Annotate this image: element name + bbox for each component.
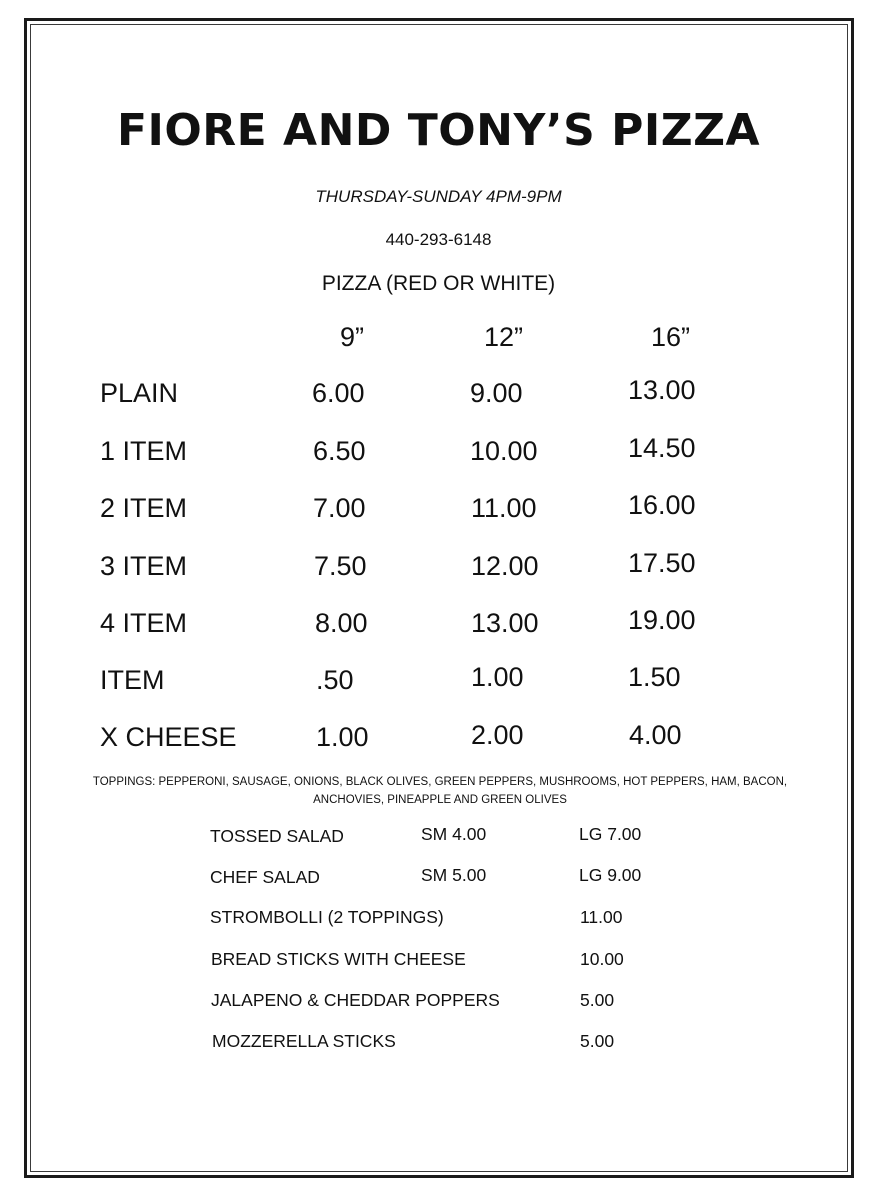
pizza-row-label: 4 ITEM	[100, 608, 188, 638]
side-item-price: 5.00	[580, 990, 615, 1010]
toppings-line: TOPPINGS: PEPPERONI, SAUSAGE, ONIONS, BLACK OLIVES, GREEN PEPPERS, MUSHROOMS, HOT PEPPERS, HAM, BACON,	[92, 776, 788, 788]
side-item-small-price: SM 4.00	[421, 824, 487, 844]
side-item-large-price: LG 9.00	[579, 865, 642, 885]
toppings-line: ANCHOVIES, PINEAPPLE AND GREEN OLIVES	[313, 794, 567, 806]
price-9: .50	[316, 665, 354, 695]
restaurant-title: FIORE AND TONY’S PIZZA	[116, 105, 761, 156]
price-12: 12.00	[471, 551, 539, 581]
side-item-bread-sticks	[0, 949, 877, 975]
pizza-row-3-item	[0, 548, 877, 591]
pizza-row-label: ITEM	[100, 665, 165, 695]
pizza-row-4-item	[0, 605, 877, 648]
side-item-poppers	[0, 990, 877, 1016]
price-9: 1.00	[316, 722, 369, 752]
pizza-row-label: 3 ITEM	[100, 551, 188, 581]
price-16: 13.00	[628, 375, 696, 405]
side-item-name: STROMBOLLI (2 TOPPINGS)	[210, 907, 444, 927]
price-9: 7.50	[314, 551, 367, 581]
phone-number: 440-293-6148	[385, 230, 492, 249]
side-item-strombolli	[0, 907, 877, 933]
pizza-row-label: PLAIN	[100, 378, 179, 408]
side-item-name: MOZZERELLA STICKS	[212, 1031, 396, 1051]
pizza-row-1-item	[0, 433, 877, 476]
price-12: 10.00	[470, 436, 538, 466]
price-16: 17.50	[628, 548, 696, 578]
size-header-16: 16”	[651, 322, 691, 352]
price-16: 16.00	[628, 490, 696, 520]
side-item-price: 10.00	[580, 949, 624, 969]
price-16: 14.50	[628, 433, 696, 463]
side-item-name: CHEF SALAD	[210, 867, 320, 887]
pizza-row-2-item	[0, 490, 877, 533]
toppings-list	[90, 773, 790, 809]
price-12: 13.00	[471, 608, 539, 638]
side-item-name: TOSSED SALAD	[210, 826, 344, 846]
pizza-row-label: X CHEESE	[100, 722, 237, 752]
side-item-large-price: LG 7.00	[579, 824, 642, 844]
price-16: 19.00	[628, 605, 696, 635]
price-9: 6.50	[313, 436, 366, 466]
side-item-tossed-salad	[0, 826, 877, 852]
price-9: 8.00	[315, 608, 368, 638]
side-item-name: BREAD STICKS WITH CHEESE	[211, 949, 466, 969]
price-12: 2.00	[471, 720, 524, 750]
pizza-row-extra-item	[0, 662, 877, 705]
side-item-price: 5.00	[580, 1031, 615, 1051]
side-item-name: JALAPENO & CHEDDAR POPPERS	[211, 990, 500, 1010]
pizza-heading: PIZZA (RED OR WHITE)	[321, 272, 556, 295]
side-item-small-price: SM 5.00	[421, 865, 487, 885]
price-16: 4.00	[629, 720, 682, 750]
price-12: 9.00	[470, 378, 523, 408]
side-item-mozzerella-sticks	[0, 1031, 877, 1057]
pizza-row-label: 1 ITEM	[100, 436, 188, 466]
price-16: 1.50	[628, 662, 681, 692]
pizza-row-extra-cheese	[0, 722, 877, 762]
business-hours: THURSDAY-SUNDAY 4PM-9PM	[315, 187, 562, 206]
price-9: 7.00	[313, 493, 366, 523]
price-12: 1.00	[471, 662, 524, 692]
pizza-row-plain	[0, 375, 877, 418]
price-12: 11.00	[471, 493, 537, 523]
size-header-9: 9”	[340, 322, 365, 352]
side-item-chef-salad	[0, 867, 877, 893]
pizza-row-label: 2 ITEM	[100, 493, 188, 523]
price-9: 6.00	[312, 378, 365, 408]
side-item-price: 11.00	[580, 907, 623, 927]
size-header-12: 12”	[484, 322, 524, 352]
